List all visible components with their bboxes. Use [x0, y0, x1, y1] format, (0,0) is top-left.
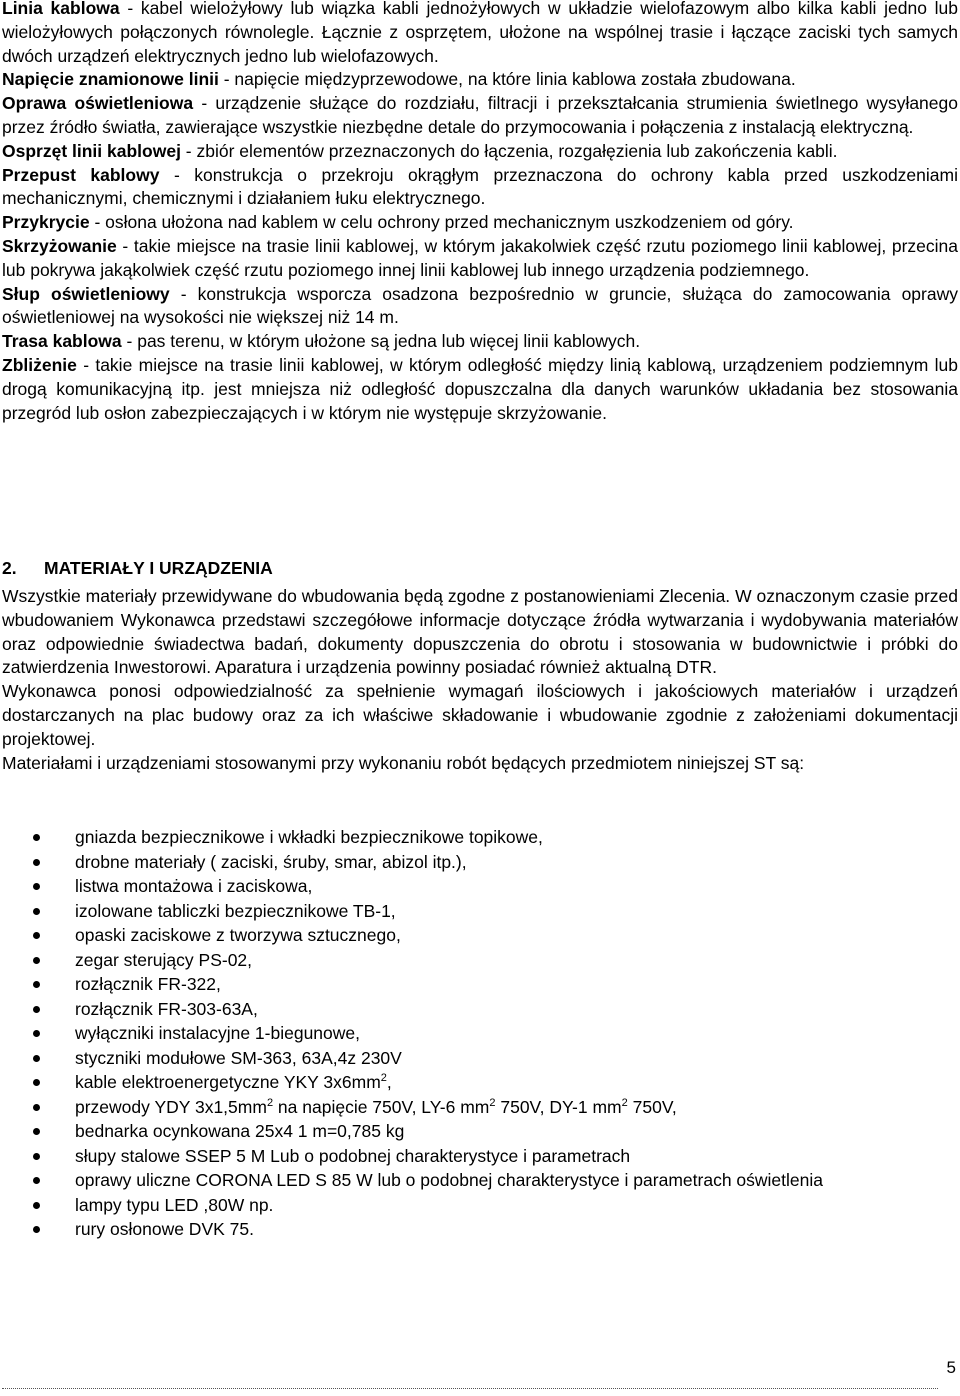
- definition-napiecie-znamionowe: [2, 68, 958, 92]
- definition-przepust-kablowy: [2, 164, 958, 212]
- list-item: rozłącznik FR-322,: [33, 972, 959, 997]
- definition-osprzet-linii: [2, 140, 958, 164]
- definition-term: Słup oświetleniowy: [2, 283, 170, 304]
- bullet-icon: [33, 1153, 40, 1160]
- bullet-icon: [33, 1055, 40, 1062]
- definition-text: - napięcie międzyprzewodowe, na które linia kablowa została zbudowana.: [218, 69, 796, 90]
- definition-linia-kablowa: [2, 0, 958, 68]
- bullet-icon: [33, 834, 40, 841]
- list-item: listwa montażowa i zaciskowa,: [33, 874, 959, 899]
- definition-text: - takie miejsce na trasie linii kablowej, w którym odległość między linią kablową, urządzeniem podziemnym lub drogą komunikacyjną itp. jest mniejsza niż odległość dopuszczalna dla danych warunków układania bez stosowania przegród lub osłon zabezpieczających i w którym nie występuje skrzyżowanie.: [2, 354, 958, 423]
- bullet-icon: [33, 932, 40, 939]
- definition-term: Zbliżenie: [2, 354, 77, 375]
- definition-trasa-kablowa: [2, 330, 958, 354]
- list-item: drobne materiały ( zaciski, śruby, smar, abizol itp.),: [33, 850, 959, 875]
- bullet-icon: [33, 1104, 40, 1111]
- bullet-icon: [33, 1226, 40, 1233]
- bullet-icon: [33, 1006, 40, 1013]
- list-item: słupy stalowe SSEP 5 M Lub o podobnej charakterystyce i parametrach: [33, 1144, 959, 1169]
- definition-term: Osprzęt linii kablowej: [2, 140, 181, 161]
- list-item: lampy typu LED ,80W np.: [33, 1193, 959, 1218]
- definition-text: - takie miejsce na trasie linii kablowej, w którym jakakolwiek część rzutu poziomego linii kablowej, przecina lub pokrywa jakąkolwiek część rzutu poziomego innej linii kablowej lub innego urządzenia podziemnego.: [2, 235, 958, 280]
- section-heading: [2, 556, 273, 580]
- bullet-icon: [33, 957, 40, 964]
- list-item: styczniki modułowe SM-363, 63A,4z 230V: [33, 1046, 959, 1071]
- definition-zblizenie: [2, 354, 958, 425]
- list-item: wyłączniki instalacyjne 1-biegunowe,: [33, 1021, 959, 1046]
- list-item: bednarka ocynkowana 25x4 1 m=0,785 kg: [33, 1119, 959, 1144]
- definition-przykrycie: [2, 211, 958, 235]
- definition-term: Przykrycie: [2, 212, 90, 233]
- list-item: przewody YDY $3x1,5mm^2$ na napięcie 750V, LY-6 $mm^2$ 750V, DY-1 $mm^2$ 750V,: [33, 1095, 959, 1120]
- list-item: rury osłonowe DVK 75.: [33, 1217, 959, 1242]
- definition-text: - konstrukcja wsporcza osadzona bezpośrednio w gruncie, służąca do zamocowania oprawy oświetleniowej na wysokości nie większej niż 14 m.: [2, 283, 958, 328]
- page-number: 5: [946, 1358, 956, 1377]
- definitions-block: [2, 0, 958, 425]
- paragraph-materials-intro: Materiałami i urządzeniami stosowanymi przy wykonaniu robót będących przedmiotem niniejszej ST są:: [2, 752, 805, 773]
- bullet-icon: [33, 859, 40, 866]
- materials-list: [33, 825, 959, 1242]
- definition-text: - konstrukcja o przekroju okrągłym przeznaczona do ochrony kabla przed uszkodzeniami mechanicznymi, chemicznymi i działaniem łuku elektrycznego.: [2, 164, 958, 209]
- list-item: rozłącznik FR-303-63A,: [33, 997, 959, 1022]
- definition-slup-oswietleniowy: [2, 283, 958, 331]
- definition-oprawa-oswietleniowa: [2, 92, 958, 140]
- bullet-icon: [33, 1030, 40, 1037]
- definition-term: Napięcie znamionowe linii: [2, 69, 219, 90]
- definition-text: - zbiór elementów przeznaczonych do łączenia, rozgałęzienia lub zakończenia kabli.: [180, 140, 838, 161]
- paragraph-materials-compliance: Wszystkie materiały przewidywane do wbudowania będą zgodne z postanowieniami Zlecenia. W oznaczonym czasie przed wbudowaniem Wykonawca przedstawi szczegółowe informacje dotyczące źródła wytwarzania i wydobywania materiałów oraz odpowiednie świadectwa badań, dokumenty dopuszczenia do obrotu i stosowania w budownictwie i próbki do zatwierdzenia Inwestorowi. Aparatura i urządzenia powinny posiadać również aktualną DTR.: [2, 586, 958, 678]
- definition-text: - urządzenie służące do rozdziału, filtracji i przekształcania strumienia świetlnego wysyłanego przez źródło światła, zawierające wszystkie niezbędne detale do przymocowania i połączenia z instalacją elektryczną.: [2, 93, 958, 137]
- definition-term: Oprawa oświetleniowa: [2, 93, 194, 114]
- definition-text: - osłona ułożona nad kablem w celu ochrony przed mechanicznym uszkodzeniem od góry.: [89, 212, 794, 233]
- definition-term: Przepust kablowy: [2, 164, 160, 185]
- definition-skrzyzowanie: [2, 235, 958, 283]
- list-item: izolowane tabliczki bezpiecznikowe TB-1,: [33, 899, 959, 924]
- list-item: oprawy uliczne CORONA LED S 85 W lub o podobnej charakterystyce i parametrach oświetlenia: [33, 1168, 959, 1193]
- bullet-icon: [33, 1177, 40, 1184]
- list-item: kable elektroenergetyczne YKY $3x6mm^2$,: [33, 1070, 959, 1095]
- bullet-icon: [33, 1128, 40, 1135]
- definition-term: Skrzyżowanie: [2, 235, 117, 256]
- list-item: zegar sterujący PS-02,: [33, 948, 959, 973]
- definition-term: Trasa kablowa: [2, 331, 122, 352]
- list-item: gniazda bezpiecznikowe i wkładki bezpiecznikowe topikowe,: [33, 825, 959, 850]
- section-body: [2, 585, 958, 775]
- list-item: opaski zaciskowe z tworzywa sztucznego,: [33, 923, 959, 948]
- section-number: 2.: [2, 558, 17, 578]
- bullet-icon: [33, 1202, 40, 1209]
- definition-text: - kabel wielożyłowy lub wiązka kabli jednożyłowych w układzie wielofazowym albo kilka kabli jedno lub wielożyłowych połączonych równolegle. Łącznie z osprzętem, ułożone na wspólnej trasie i łączące zaciski tych samych dwóch urządzeń elektrycznych jedno lub wielofazowych.: [2, 0, 959, 66]
- section-title: MATERIAŁY I URZĄDZENIA: [44, 558, 273, 578]
- definition-text: - pas terenu, w którym ułożone są jedna lub więcej linii kablowych.: [121, 331, 641, 352]
- paragraph-contractor-responsibility: Wykonawca ponosi odpowiedzialność za spełnienie wymagań ilościowych i jakościowych materiałów i urządzeń dostarczanych na plac budowy oraz za ich właściwe składowanie i wbudowanie zgodnie z założeniami dokumentacji projektowej.: [2, 681, 958, 749]
- bullet-icon: [33, 883, 40, 890]
- bullet-icon: [33, 908, 40, 915]
- definition-term: Linia kablowa: [2, 0, 120, 18]
- footer-divider: [2, 1388, 938, 1389]
- bullet-icon: [33, 981, 40, 988]
- bullet-icon: [33, 1079, 40, 1086]
